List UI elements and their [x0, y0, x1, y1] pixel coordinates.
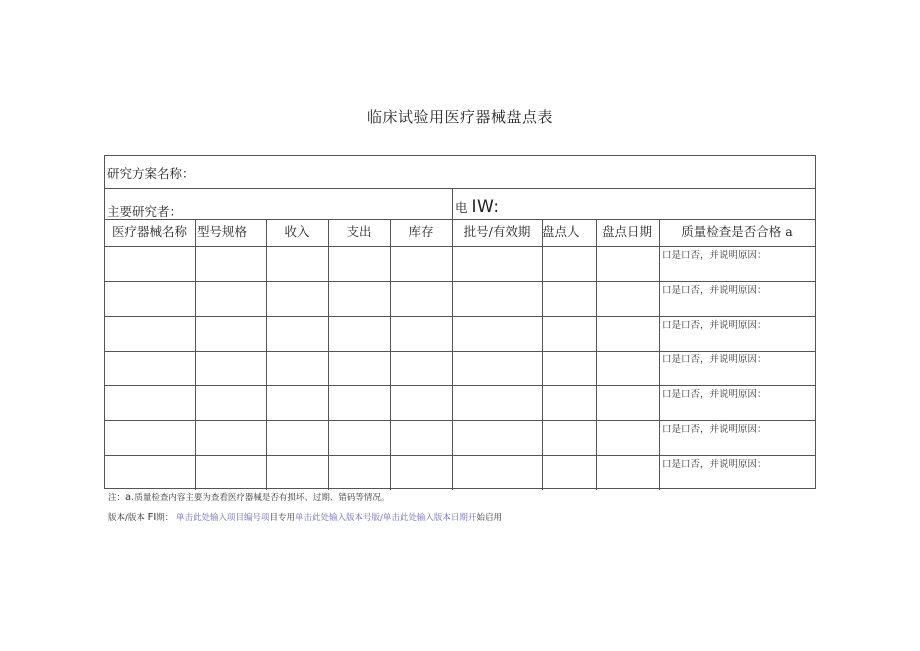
col-header-count-date: 盘点日期 — [601, 224, 652, 239]
principal-investigator-label: 主要研究者： — [107, 204, 183, 219]
col-header-device-name: 医疗器械名称 — [111, 224, 187, 239]
enabled-text: 始启用 — [476, 513, 502, 523]
slash-separator: / — [380, 513, 383, 523]
footnote-prefix: 注： — [108, 493, 126, 503]
col-header-quality-check: 质量检查是否合格 a — [681, 224, 793, 239]
col-header-issued: 支出 — [346, 224, 372, 239]
column-divider — [596, 219, 597, 490]
column-divider — [390, 219, 391, 490]
column-divider — [328, 219, 329, 490]
footnote-marker: a. — [125, 492, 135, 503]
quality-check-cell: 口是口否，并说明原因： — [662, 389, 767, 400]
version-label-suffix: 期： — [156, 513, 174, 523]
quality-check-cell: 口是口否，并说明原因： — [662, 354, 767, 365]
col-header-model: 型号规格 — [197, 224, 248, 239]
phone-label-latin: IW: — [471, 197, 500, 217]
quality-check-cell: 口是口否，并说明原因： — [662, 459, 767, 470]
footnote-text: 质量检查内容主要为查看医疗器械是否有损坏、过期、错码等情况。 — [134, 493, 390, 503]
quality-check-cell: 口是口否，并说明原因： — [662, 285, 767, 296]
column-divider — [195, 219, 196, 490]
col-header-counter: 盘点人 — [542, 224, 580, 239]
version-label-latin: FI — [147, 512, 157, 523]
row-divider — [105, 188, 815, 189]
version-line — [108, 511, 502, 523]
col-header-batch-expiry: 批号/有效期 — [463, 224, 531, 239]
project-number-field[interactable]: 单击此处输入项目编号项 — [176, 513, 270, 523]
column-divider — [659, 219, 660, 490]
version-label: 版本/版本 — [108, 513, 145, 523]
col-header-received: 收入 — [284, 224, 310, 239]
dedicated-text: 目专用 — [269, 513, 296, 523]
phone-prefix: 电 — [455, 200, 468, 215]
document-title: 临床试验用医疗器械盘点表 — [366, 108, 553, 126]
footnote — [108, 491, 389, 503]
column-divider — [452, 219, 453, 490]
quality-check-cell: 口是口否，并说明原因： — [662, 250, 767, 261]
version-number-field[interactable]: 单击此处输入版本号版 — [295, 513, 381, 523]
quality-check-cell: 口是口否，并说明原因： — [662, 424, 767, 435]
column-divider — [452, 188, 453, 219]
col-header-stock: 库存 — [408, 224, 434, 239]
column-divider — [266, 219, 267, 490]
phone-label — [455, 197, 500, 217]
version-date-field[interactable]: 单击此处输入版本日期开 — [382, 513, 477, 523]
protocol-name-label: 研究方案名称： — [107, 166, 195, 181]
quality-check-cell: 口是口否，并说明原因： — [662, 320, 767, 331]
column-divider — [542, 219, 543, 490]
